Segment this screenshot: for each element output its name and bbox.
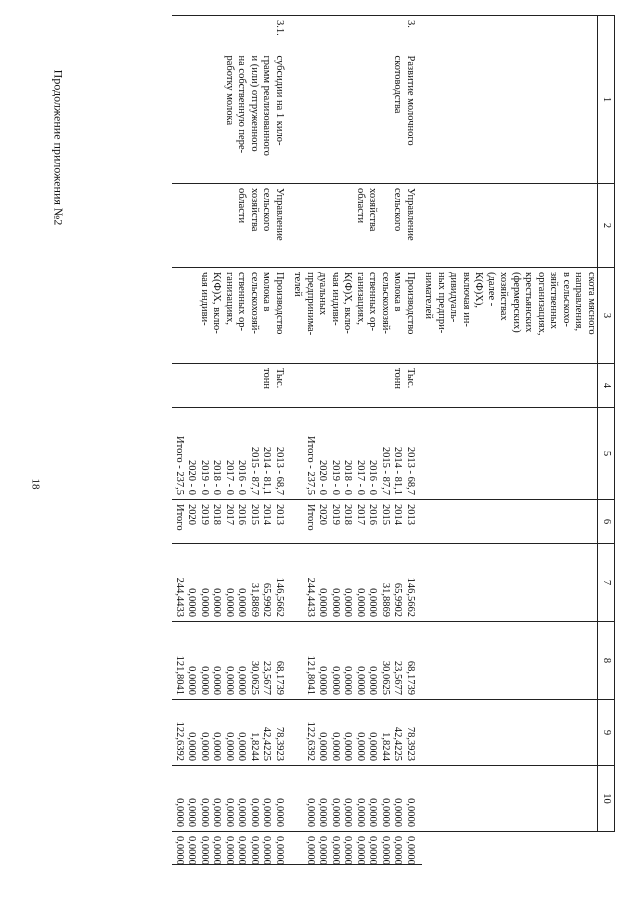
cell-line: крестьянских (523, 272, 535, 333)
cell-line: 2017 (224, 504, 235, 525)
cell-line: (далее - (486, 272, 497, 307)
cell-line: К(Ф)Х, вклю- (342, 272, 354, 334)
cell-line: 0,0000 (330, 798, 341, 827)
cell-line: 42,4225 (392, 726, 404, 761)
empty-cell (422, 184, 598, 268)
cell-line: хозяйствах (498, 272, 510, 321)
cell-line: 2020 (317, 504, 329, 525)
local-budget-cell (291, 766, 422, 832)
cell-line: тонн (392, 368, 404, 389)
cell-line: Производство (405, 272, 416, 335)
cell-line: 30,0625 (380, 660, 391, 695)
cell-line: (фермерских) (511, 272, 522, 333)
cell-line: 0,0000 (261, 836, 273, 865)
cell-line: Управление (405, 188, 416, 241)
cell-line: 23,5677 (261, 660, 273, 695)
cell-line: 0,0000 (186, 666, 198, 695)
executor-cell (291, 184, 422, 268)
other-sources-cell (291, 832, 422, 865)
cell-line: дуальных (317, 272, 329, 316)
cell-line: 121,8041 (174, 655, 185, 695)
cell-line: 0,0000 (330, 732, 341, 761)
cell-line: 0,0000 (186, 798, 198, 827)
empty-cell (422, 766, 598, 832)
cell-line: 0,0000 (330, 666, 341, 695)
target-values-cell (291, 408, 422, 500)
cell-line: 0,0000 (405, 836, 416, 865)
cell-line: 0,0000 (199, 836, 210, 865)
cell-line: 2020 - 0 (186, 460, 198, 495)
header-cell: 9 (598, 700, 615, 766)
cell-line: 0,0000 (186, 836, 198, 865)
cell-line: 0,0000 (342, 836, 354, 865)
header-cell: 6 (598, 500, 615, 544)
cell-line: хозяйства (249, 188, 260, 232)
cell-line: 0,0000 (211, 836, 223, 865)
cell-line: ганизациях, (224, 272, 235, 325)
total-funding-cell (173, 544, 292, 622)
cell-line: скота мясного (586, 272, 597, 335)
cell-line: 2018 - 0 (211, 460, 223, 495)
cell-line: 0,0000 (342, 798, 354, 827)
cell-line: грамм реализованного (261, 55, 273, 156)
cell-line: чая индиви- (199, 272, 210, 326)
cell-line: 2016 (367, 504, 379, 525)
cell-line: 2020 - 0 (317, 460, 329, 495)
cell-line: 0,0000 (317, 836, 329, 865)
header-cell: 5 (598, 408, 615, 500)
cell-line: 2017 - 0 (224, 460, 235, 495)
regional-budget-cell (173, 700, 292, 766)
cell-line: включая ин- (461, 272, 472, 327)
cell-line: 0,0000 (367, 666, 379, 695)
cell-line: 2015 (380, 504, 391, 525)
cell-line: 23,5677 (392, 660, 404, 695)
cell-line: сельского (392, 188, 404, 232)
cell-line: 78,3923 (274, 726, 285, 761)
cell-line: Управление (274, 188, 285, 241)
continued-text-cell (422, 268, 598, 364)
cell-line: 2015 - 87,7 (249, 446, 260, 495)
cell-line: 0,0000 (342, 732, 354, 761)
header-cell: 3 (598, 268, 615, 364)
empty-cell (422, 16, 598, 184)
cell-line: 122,6392 (305, 721, 316, 761)
year-cell (291, 500, 422, 544)
cell-line: тонн (261, 368, 273, 389)
cell-line: 0,0000 (355, 798, 366, 827)
program-table (173, 15, 616, 865)
appendix-title: Продолжение приложения №2 (51, 69, 66, 226)
header-cell: 2 (598, 184, 615, 268)
rotated-table-wrapper (75, 15, 615, 865)
cell-line: 65,9902 (261, 582, 273, 617)
cell-line: 65,9902 (392, 582, 404, 617)
cell-line: зяйственных (548, 272, 560, 329)
cell-line: скотоводства (392, 55, 404, 114)
cell-line: дивидуаль- (448, 272, 460, 323)
header-cell: 7 (598, 544, 615, 622)
cell-line: 2013 - 68,7 (274, 446, 285, 495)
cell-line: 0,0000 (199, 588, 210, 617)
cell-line: 0,0000 (330, 588, 341, 617)
continued-row (422, 16, 598, 865)
cell-line: телей (292, 272, 304, 297)
executor-cell (173, 184, 292, 268)
local-budget-cell (173, 766, 292, 832)
cell-line: Тыс. (274, 368, 285, 389)
cell-line: 0,0000 (305, 836, 316, 865)
cell-line: 0,0000 (317, 798, 329, 827)
cell-line: Итого - 237,5 (174, 436, 185, 495)
cell-line: 2014 (261, 504, 273, 525)
cell-line: области (355, 188, 366, 224)
cell-line: 1,8244 (380, 732, 391, 761)
cell-line: 244,4433 (305, 577, 316, 617)
cell-line: молока в (261, 272, 273, 312)
year-cell (173, 500, 292, 544)
cell-line: ственных ор- (367, 272, 379, 331)
cell-line: Развитие молочного (405, 55, 416, 146)
cell-line: 2015 - 87,7 (380, 446, 391, 495)
cell-line: 2018 (211, 504, 223, 525)
cell-line: 0,0000 (317, 732, 329, 761)
cell-line: 0,0000 (236, 798, 248, 827)
cell-line: 0,0000 (199, 732, 210, 761)
cell-line: предпринима- (305, 272, 316, 336)
cell-line: 0,0000 (392, 836, 404, 865)
cell-line: хозяйства (367, 188, 379, 232)
table-body (173, 16, 615, 865)
cell-line: 0,0000 (199, 666, 210, 695)
cell-line (379, 188, 392, 263)
cell-line: 68,1739 (405, 660, 416, 695)
cell-line: 42,4225 (261, 726, 273, 761)
cell-line: 2017 - 0 (355, 460, 366, 495)
cell-line: 146,5662 (405, 577, 416, 617)
cell-line: организациях, (536, 272, 547, 336)
cell-line: 0,0000 (274, 798, 285, 827)
header-cell: 10 (598, 766, 615, 832)
cell-line: 146,5662 (274, 577, 285, 617)
cell-line: 0,0000 (224, 798, 235, 827)
cell-line: 31,8869 (380, 582, 391, 617)
cell-line: 0,0000 (317, 588, 329, 617)
cell-line: 2019 (199, 504, 210, 525)
cell-line: 0,0000 (224, 836, 235, 865)
cell-line: 2019 - 0 (330, 460, 341, 495)
cell-line: 0,0000 (367, 798, 379, 827)
cell-line: 2013 (405, 504, 416, 525)
cell-line: 0,0000 (211, 732, 223, 761)
cell-line: 0,0000 (249, 836, 260, 865)
event-name-cell (173, 44, 292, 184)
cell-line: 1,8244 (249, 732, 260, 761)
cell-line: сельскохозяй- (249, 272, 260, 334)
cell-line: Итого - 237,5 (305, 436, 316, 495)
indicator-cell (173, 268, 292, 364)
cell-line: 0,0000 (367, 836, 379, 865)
cell-line: 0,0000 (211, 666, 223, 695)
cell-line: 2018 (342, 504, 354, 525)
cell-line: 0,0000 (274, 836, 285, 865)
other-sources-cell (173, 832, 292, 865)
empty-cell (422, 500, 598, 544)
cell-line: работку молока (224, 55, 235, 126)
page-number: 18 (29, 478, 42, 490)
cell-line: 0,0000 (355, 666, 366, 695)
row-number-cell: 3.1. (173, 16, 292, 44)
cell-line: 2016 - 0 (236, 460, 248, 495)
cell-line: 0,0000 (305, 798, 316, 827)
cell-line: 0,0000 (174, 836, 185, 865)
cell-line: Производство (274, 272, 285, 335)
empty-cell (422, 544, 598, 622)
cell-line: 0,0000 (367, 732, 379, 761)
header-cell: 4 (598, 364, 615, 408)
cell-line: 2016 - 0 (367, 460, 379, 495)
cell-line: 2018 - 0 (342, 460, 354, 495)
cell-line: сельскохозяй- (380, 272, 391, 334)
cell-line: 68,1739 (274, 660, 285, 695)
cell-line: 2013 - 68,7 (405, 446, 416, 495)
cell-line: ных предпри- (436, 272, 447, 334)
cell-line: 2019 (330, 504, 341, 525)
cell-line: Итого (174, 504, 185, 531)
cell-line: К(Ф)Х, вклю- (211, 272, 223, 334)
cell-line: 2014 - 81,1 (392, 446, 404, 495)
cell-line: молока в (392, 272, 404, 312)
cell-line: 0,0000 (317, 666, 329, 695)
table-row (291, 16, 422, 865)
cell-line: 0,0000 (211, 588, 223, 617)
cell-line: К(Ф)Х), (473, 272, 485, 308)
cell-line: 0,0000 (236, 666, 248, 695)
cell-line: 0,0000 (261, 798, 273, 827)
cell-line: 0,0000 (405, 798, 416, 827)
cell-line: направления, (573, 272, 585, 332)
cell-line: 0,0000 (249, 798, 260, 827)
unit-cell (291, 364, 422, 408)
cell-line: 2014 (392, 504, 404, 525)
cell-line: и (или) отгруженного (249, 55, 260, 152)
cell-line: 30,0625 (249, 660, 260, 695)
cell-line: Тыс. (405, 368, 416, 389)
cell-line: 0,0000 (342, 666, 354, 695)
cell-line: 0,0000 (186, 732, 198, 761)
header-cell: 1 (598, 16, 615, 184)
cell-line: нимателей (423, 272, 435, 319)
regional-budget-cell (291, 700, 422, 766)
cell-line: 0,0000 (367, 588, 379, 617)
cell-line: 0,0000 (224, 588, 235, 617)
cell-line: 0,0000 (224, 666, 235, 695)
cell-line: 0,0000 (224, 732, 235, 761)
empty-cell (422, 364, 598, 408)
cell-line: 121,8041 (305, 655, 316, 695)
cell-line: ственных ор- (236, 272, 248, 331)
event-name-cell (291, 44, 422, 184)
cell-line: 31,8869 (249, 582, 260, 617)
cell-line: 2019 - 0 (199, 460, 210, 495)
cell-line: 0,0000 (236, 588, 248, 617)
cell-line: 0,0000 (236, 836, 248, 865)
cell-line: 0,0000 (355, 588, 366, 617)
cell-line: 2017 (355, 504, 366, 525)
total-funding-cell (291, 544, 422, 622)
empty-cell (422, 408, 598, 500)
indicator-cell (291, 268, 422, 364)
cell-line: 2016 (236, 504, 248, 525)
cell-line: 0,0000 (355, 732, 366, 761)
empty-cell (422, 622, 598, 700)
cell-line: 0,0000 (211, 798, 223, 827)
cell-line: 0,0000 (392, 798, 404, 827)
cell-line: 0,0000 (199, 798, 210, 827)
cell-line: 122,6392 (174, 721, 185, 761)
cell-line: области (236, 188, 248, 224)
cell-line: 2020 (186, 504, 198, 525)
federal-budget-cell (173, 622, 292, 700)
cell-line: чая индиви- (330, 272, 341, 326)
cell-line: 244,4433 (174, 577, 185, 617)
federal-budget-cell (291, 622, 422, 700)
header-cell: 8 (598, 622, 615, 700)
cell-line: 0,0000 (380, 836, 391, 865)
cell-line: 2013 (274, 504, 285, 525)
cell-line: 0,0000 (355, 836, 366, 865)
cell-line: 0,0000 (174, 798, 185, 827)
cell-line: 78,3923 (405, 726, 416, 761)
cell-line: 0,0000 (236, 732, 248, 761)
cell-line: в сельскохо- (561, 272, 572, 327)
cell-line: ганизациях, (355, 272, 366, 325)
cell-line: 2014 - 81,1 (261, 446, 273, 495)
cell-line: 0,0000 (186, 588, 198, 617)
cell-line: на собственную пере- (236, 55, 248, 154)
target-values-cell (173, 408, 292, 500)
cell-line: 0,0000 (342, 588, 354, 617)
cell-line: 0,0000 (380, 798, 391, 827)
cell-line: сельского (261, 188, 273, 232)
table-row (173, 16, 292, 865)
header-row (598, 16, 615, 865)
unit-cell (173, 364, 292, 408)
cell-line: 2015 (249, 504, 260, 525)
empty-cell (422, 700, 598, 766)
row-number-cell: 3. (291, 16, 422, 44)
cell-line: Итого (305, 504, 316, 531)
cell-line: 0,0000 (330, 836, 341, 865)
cell-line: субсидии на 1 кило- (274, 55, 285, 146)
